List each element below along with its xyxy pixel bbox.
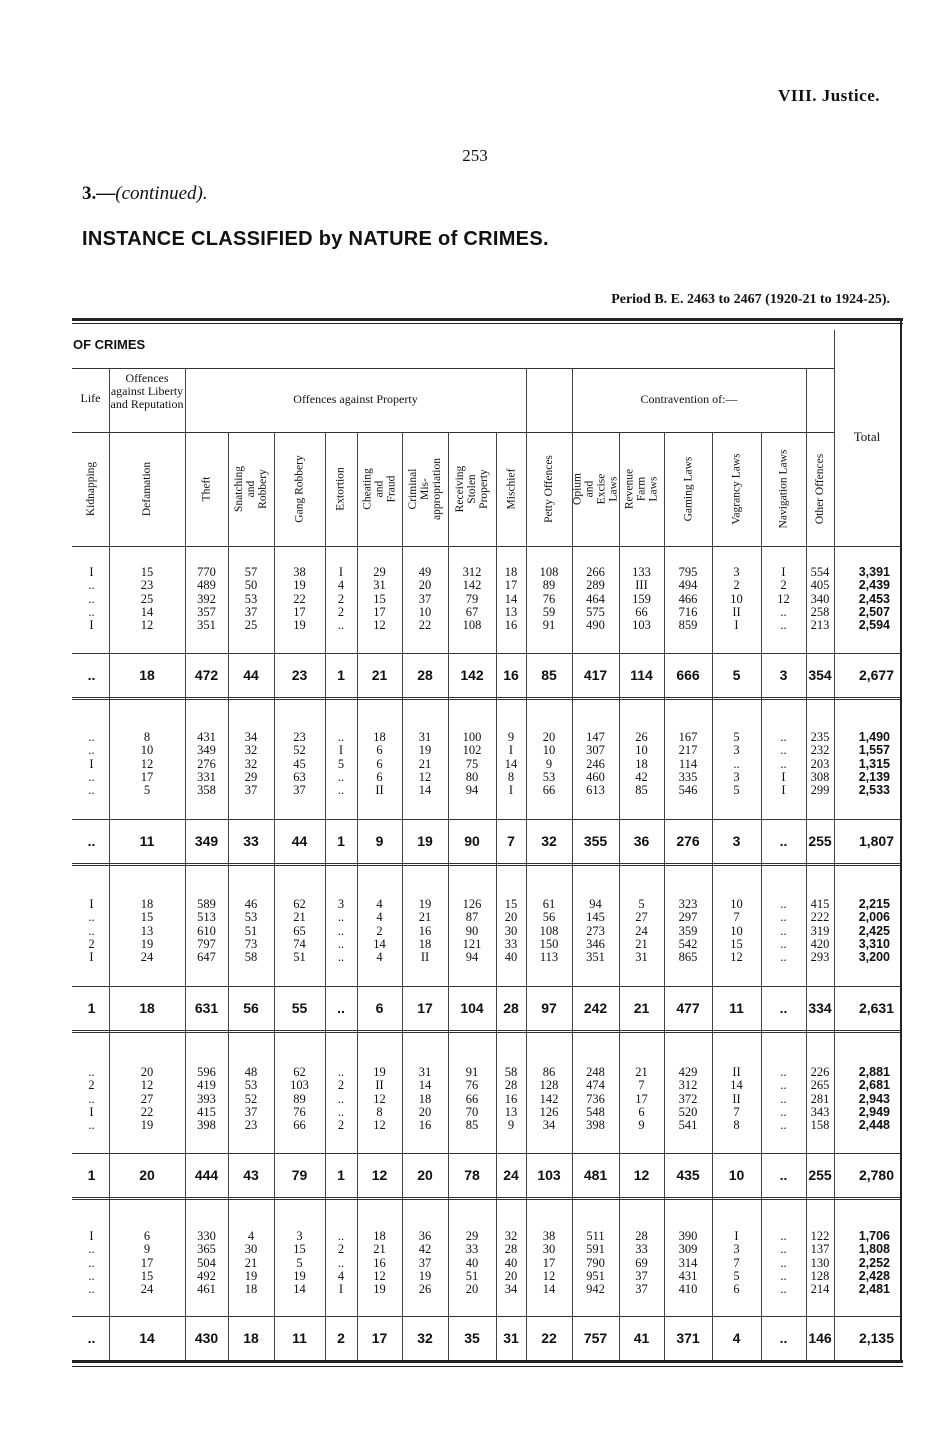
block-column-values: 31 19 21 12 14 <box>418 730 432 798</box>
block-separator-rule <box>72 697 900 700</box>
block-column-values: 32 28 40 20 34 <box>504 1229 518 1297</box>
block-column-values: 266 289 464 575 490 <box>586 565 605 633</box>
summary-value: 20 <box>417 1167 433 1183</box>
column-header <box>357 432 402 546</box>
column-header <box>572 432 619 546</box>
summary-value: 41 <box>633 1330 650 1346</box>
column-header <box>619 432 664 546</box>
column-header <box>325 432 357 546</box>
summary-value: .. <box>779 1000 788 1016</box>
summary-value: 32 <box>417 1330 433 1346</box>
summary-value: 5 <box>732 667 741 683</box>
block-column-values: .. .. .. .. .. <box>780 1229 787 1297</box>
block-column-values: 429 312 372 520 541 <box>678 1065 698 1133</box>
block-column-values: I 2 12 .. .. <box>777 565 790 633</box>
block-column-values: 58 28 16 13 9 <box>504 1065 518 1133</box>
block-column-values: 226 265 281 343 158 <box>810 1065 830 1133</box>
block-column-values: 49 20 37 10 22 <box>418 565 432 633</box>
header-top-rule <box>72 368 834 369</box>
block-column-values: 596 419 393 415 398 <box>197 1065 216 1133</box>
summary-value: 28 <box>503 1000 519 1016</box>
summary-value: 33 <box>243 833 259 849</box>
summary-value: 12 <box>633 1167 650 1183</box>
block-column-values: 3 .. .. .. .. <box>337 897 345 965</box>
block-column-values: 6 9 17 15 24 <box>140 1229 154 1297</box>
frame-right-rule <box>900 318 902 1363</box>
block-separator-rule <box>72 863 900 866</box>
summary-value: 3 <box>779 667 788 683</box>
summary-value: 1 <box>87 1000 96 1016</box>
block-column-values: I .. .. .. .. <box>88 1229 95 1297</box>
summary-value: 10 <box>728 1167 745 1183</box>
summary-value: 371 <box>676 1330 700 1346</box>
block-column-values: 8 10 12 17 5 <box>140 730 154 798</box>
block-column-values: 61 56 108 150 113 <box>539 897 559 965</box>
column-header <box>274 432 325 546</box>
summary-value: 444 <box>194 1167 219 1183</box>
group-contravention: Contravention of:— <box>640 392 738 406</box>
block-column-values: 86 128 142 126 34 <box>539 1065 559 1133</box>
block-column-values: 795 494 466 716 859 <box>678 565 698 633</box>
group-life: Life <box>80 391 101 405</box>
column-header-label: Snatching and Robbery <box>233 466 269 512</box>
section-heading: VIII. Justice. <box>778 86 880 105</box>
group-property: Offences against Property <box>293 392 418 406</box>
block-column-values: 28 33 69 37 37 <box>635 1229 648 1297</box>
summary-value: 666 <box>676 667 700 683</box>
summary-value: 477 <box>676 1000 700 1016</box>
summary-value: .. <box>87 667 96 683</box>
summary-value: 22 <box>541 1330 557 1346</box>
column-header <box>712 432 761 546</box>
summary-value: .. <box>779 1330 788 1346</box>
summary-total: 2,631 <box>858 1000 894 1016</box>
summary-value: 20 <box>139 1167 155 1183</box>
summary-value: 36 <box>633 833 650 849</box>
block-column-values: 46 53 51 73 58 <box>244 897 258 965</box>
block-column-values: 589 513 610 797 647 <box>197 897 216 965</box>
period-label: Period B. E. 2463 to 2467 (1920-21 to 1924-25). <box>611 292 890 307</box>
column-header <box>74 432 109 546</box>
block-column-values: 38 30 17 12 14 <box>542 1229 556 1297</box>
block-column-values: .. 2 .. 4 I <box>337 1229 345 1297</box>
block-column-values: 29 31 15 17 12 <box>373 565 386 633</box>
summary-value: 28 <box>417 667 433 683</box>
block-column-values: 235 232 203 308 299 <box>810 730 830 798</box>
column-header <box>526 432 572 546</box>
block-column-values: .. .. .. I I <box>780 730 787 798</box>
summary-value: 757 <box>583 1330 608 1346</box>
summary-value: 12 <box>371 1167 388 1183</box>
column-header-label: Gaming Laws <box>682 456 694 522</box>
continued-italic: (continued). <box>115 183 208 204</box>
group-total: Total <box>853 429 881 444</box>
column-header-label: Cheating and Fraud <box>361 468 398 510</box>
of-crimes-heading: OF CRIMES <box>73 337 146 352</box>
summary-value: 146 <box>808 1330 832 1346</box>
summary-value: 7 <box>507 833 515 849</box>
block-column-values: 108 89 76 59 91 <box>539 565 559 633</box>
block-column-values: 133 III 159 66 103 <box>632 565 651 633</box>
column-header <box>761 432 806 546</box>
block-column-values: .. I 5 .. .. <box>337 730 345 798</box>
block-column-values: 100 102 75 80 94 <box>462 730 482 798</box>
block-column-values: 330 365 504 492 461 <box>197 1229 216 1297</box>
page-number: 253 <box>462 146 488 165</box>
column-header-label: Kidnapping <box>85 461 98 517</box>
block-column-values: 147 307 246 460 613 <box>586 730 605 798</box>
block-total-values: 1,706 1,808 2,252 2,428 2,481 <box>858 1229 890 1297</box>
block-column-values: 94 145 273 346 351 <box>586 897 605 965</box>
summary-value: 79 <box>291 1167 308 1183</box>
block-column-values: 10 7 10 15 12 <box>730 897 743 965</box>
block-column-values: .. .. I .. .. <box>88 730 95 798</box>
summary-value: 11 <box>729 1000 744 1016</box>
block-column-values: 31 14 18 20 16 <box>418 1065 432 1133</box>
summary-value: .. <box>779 833 788 849</box>
summary-value: 355 <box>583 833 608 849</box>
summary-value: 17 <box>417 1000 433 1016</box>
summary-value: 14 <box>139 1330 155 1346</box>
block-column-values: 36 42 37 19 26 <box>418 1229 432 1297</box>
block-column-values: 122 137 130 128 214 <box>810 1229 830 1297</box>
summary-value: 56 <box>243 1000 259 1016</box>
summary-top-rule <box>72 653 900 654</box>
summary-value: 349 <box>194 833 219 849</box>
summary-value: 334 <box>808 1000 832 1016</box>
block-column-values: 34 32 32 29 37 <box>244 730 258 798</box>
block-column-values: 415 222 319 420 293 <box>810 897 830 965</box>
block-column-values: 19 21 16 18 II <box>418 897 432 965</box>
block-column-values: 431 349 276 331 358 <box>197 730 216 798</box>
summary-value: 85 <box>541 667 557 683</box>
column-header-label: Receiving Stolen Property <box>454 465 490 513</box>
summary-value: 103 <box>537 1167 561 1183</box>
continued-prefix: 3.— <box>82 183 116 204</box>
block-column-values: .. 2 .. .. 2 <box>337 1065 345 1133</box>
block-column-values: .. 2 .. I .. <box>88 1065 95 1133</box>
summary-value: 2 <box>337 1330 345 1346</box>
block-total-values: 2,215 2,006 2,425 3,310 3,200 <box>858 897 890 965</box>
summary-value: 417 <box>583 667 608 683</box>
block-column-values: 15 23 25 14 12 <box>140 565 154 633</box>
block-column-values: 48 53 52 37 23 <box>244 1065 258 1133</box>
block-column-values: 23 52 45 63 37 <box>293 730 306 798</box>
column-header <box>185 432 228 546</box>
block-column-values: 9 I 14 8 I <box>504 730 518 798</box>
summary-value: 19 <box>417 833 433 849</box>
summary-value: 18 <box>243 1330 259 1346</box>
block-column-values: 26 10 18 42 85 <box>635 730 648 798</box>
block-column-values: I 4 2 2 .. <box>337 565 345 633</box>
summary-value: 55 <box>291 1000 308 1016</box>
block-separator-rule <box>72 1197 900 1200</box>
column-header-label: Revenue Farm Laws <box>623 468 660 510</box>
column-header-label: Petty Offences <box>543 455 555 523</box>
column-header-label: Extortion <box>335 467 348 511</box>
summary-value: 481 <box>583 1167 608 1183</box>
summary-value: 97 <box>541 1000 557 1016</box>
block-column-values: 18 15 13 19 24 <box>140 897 154 965</box>
block-column-values: 62 21 65 74 51 <box>293 897 306 965</box>
summary-value: 4 <box>732 1330 741 1346</box>
summary-value: 17 <box>371 1330 388 1346</box>
summary-value: 142 <box>460 667 484 683</box>
summary-total: 2,135 <box>858 1330 894 1346</box>
block-column-values: 554 405 340 258 213 <box>810 565 830 633</box>
summary-top-rule <box>72 986 900 987</box>
block-separator-rule <box>72 1030 900 1033</box>
frame-bottom-rule <box>72 1360 903 1363</box>
block-column-values: .. .. .. .. .. <box>780 897 787 965</box>
summary-value: 44 <box>243 667 259 683</box>
summary-value: .. <box>87 833 96 849</box>
summary-value: 114 <box>630 667 653 683</box>
block-column-values: 91 76 66 70 85 <box>465 1065 479 1133</box>
column-header-label: Gang Robbery <box>293 455 306 523</box>
column-header <box>228 432 274 546</box>
summary-value: 44 <box>291 833 308 849</box>
summary-value: 21 <box>371 667 388 683</box>
column-header-label: Defamation <box>140 461 153 517</box>
block-column-values: 57 50 53 37 25 <box>244 565 258 633</box>
block-column-values: 126 87 90 121 94 <box>462 897 482 965</box>
column-header <box>496 432 526 546</box>
summary-value: 9 <box>375 833 384 849</box>
summary-value: 255 <box>808 1167 832 1183</box>
summary-value: 3 <box>732 833 741 849</box>
column-header-label: Criminal Mis-appropriation <box>407 458 444 520</box>
block-column-values: 167 217 114 335 546 <box>678 730 698 798</box>
block-column-values: 511 591 790 951 942 <box>586 1229 605 1297</box>
summary-value: 354 <box>808 667 832 683</box>
column-header-label: Theft <box>200 476 213 502</box>
summary-value: 472 <box>194 667 219 683</box>
column-header <box>664 432 712 546</box>
block-column-values: .. .. .. .. .. <box>780 1065 787 1133</box>
block-column-values: 29 33 40 51 20 <box>465 1229 479 1297</box>
block-column-values: 4 4 2 14 4 <box>373 897 386 965</box>
summary-value: 242 <box>583 1000 608 1016</box>
block-column-values: II 14 II 7 8 <box>730 1065 743 1133</box>
header-bottom-rule <box>72 546 900 547</box>
block-total-values: 1,490 1,557 1,315 2,139 2,533 <box>858 730 890 798</box>
block-column-values: I .. .. 2 I <box>88 897 95 965</box>
summary-value: 11 <box>139 833 155 849</box>
frame-bottom-rule-thin <box>72 1366 903 1367</box>
summary-value: 78 <box>464 1167 480 1183</box>
block-column-values: I 3 7 5 6 <box>733 1229 740 1297</box>
block-column-values: 5 27 24 21 31 <box>635 897 648 965</box>
summary-value: .. <box>87 1330 96 1346</box>
summary-value: 276 <box>676 833 700 849</box>
summary-value: 18 <box>139 1000 155 1016</box>
summary-value: 1 <box>87 1167 96 1183</box>
block-total-values: 2,881 2,681 2,943 2,949 2,448 <box>858 1065 890 1133</box>
summary-top-rule <box>72 1153 900 1154</box>
block-column-values: 3 2 10 II I <box>730 565 743 633</box>
continued-label <box>82 183 208 205</box>
block-column-values: 21 7 17 6 9 <box>635 1065 648 1133</box>
summary-value: 90 <box>464 833 480 849</box>
block-column-values: 5 3 .. 3 5 <box>733 730 740 798</box>
column-header <box>448 432 496 546</box>
group-liberty: Offences against Liberty and Reputation <box>110 371 184 411</box>
summary-top-rule <box>72 1316 900 1317</box>
block-column-values: 19 II 12 8 12 <box>373 1065 386 1133</box>
summary-total: 1,807 <box>858 833 894 849</box>
column-header-label: Mischief <box>505 468 518 510</box>
summary-value: 430 <box>194 1330 219 1346</box>
summary-value: 255 <box>808 833 832 849</box>
column-header-label: Navigation Laws <box>777 449 790 529</box>
block-column-values: 323 297 359 542 865 <box>678 897 698 965</box>
block-column-values: 62 103 89 76 66 <box>290 1065 309 1133</box>
summary-value: 631 <box>194 1000 219 1016</box>
block-column-values: 390 309 314 431 410 <box>678 1229 698 1297</box>
summary-total: 2,677 <box>858 667 894 683</box>
block-column-values: 3 15 5 19 14 <box>293 1229 306 1297</box>
block-column-values: 770 489 392 357 351 <box>197 565 216 633</box>
summary-value: .. <box>337 1000 345 1016</box>
column-header-label: Other Offences <box>814 453 827 525</box>
block-column-values: 248 474 736 548 398 <box>586 1065 605 1133</box>
column-header-label: Opium and Excise Laws <box>571 473 620 505</box>
frame-top-rule <box>72 318 903 321</box>
summary-value: .. <box>779 1167 788 1183</box>
summary-value: 32 <box>541 833 557 849</box>
summary-value: 1 <box>337 833 345 849</box>
block-total-values: 3,391 2,439 2,453 2,507 2,594 <box>858 565 890 633</box>
summary-value: 43 <box>243 1167 259 1183</box>
summary-value: 16 <box>503 667 519 683</box>
summary-top-rule <box>72 819 900 820</box>
summary-value: 23 <box>291 667 308 683</box>
summary-total: 2,780 <box>858 1167 894 1183</box>
summary-value: 1 <box>337 1167 345 1183</box>
summary-value: 435 <box>676 1167 700 1183</box>
block-column-values: 15 20 30 33 40 <box>504 897 518 965</box>
summary-value: 6 <box>375 1000 384 1016</box>
block-column-values: 20 12 27 22 19 <box>140 1065 154 1133</box>
summary-value: 31 <box>503 1330 519 1346</box>
block-column-values: 38 19 22 17 19 <box>293 565 306 633</box>
summary-value: 18 <box>139 667 155 683</box>
block-column-values: I .. .. .. I <box>88 565 95 633</box>
block-column-values: 312 142 79 67 108 <box>462 565 482 633</box>
summary-value: 104 <box>460 1000 484 1016</box>
summary-value: 11 <box>292 1330 307 1346</box>
block-column-values: 18 6 6 6 II <box>373 730 386 798</box>
block-column-values: 4 30 21 19 18 <box>244 1229 258 1297</box>
column-header <box>402 432 448 546</box>
block-column-values: 20 10 9 53 66 <box>542 730 556 798</box>
table-title: INSTANCE CLASSIFIED by NATURE of CRIMES. <box>82 228 549 250</box>
summary-value: 35 <box>464 1330 480 1346</box>
summary-value: 1 <box>337 667 345 683</box>
column-header-label: Vagrancy Laws <box>730 453 743 525</box>
column-header <box>806 432 834 546</box>
column-header <box>109 432 185 546</box>
summary-value: 21 <box>633 1000 650 1016</box>
summary-value: 24 <box>503 1167 519 1183</box>
block-column-values: 18 21 16 12 19 <box>373 1229 386 1297</box>
frame-top-rule-thin <box>72 323 903 324</box>
block-column-values: 18 17 14 13 16 <box>504 565 518 633</box>
